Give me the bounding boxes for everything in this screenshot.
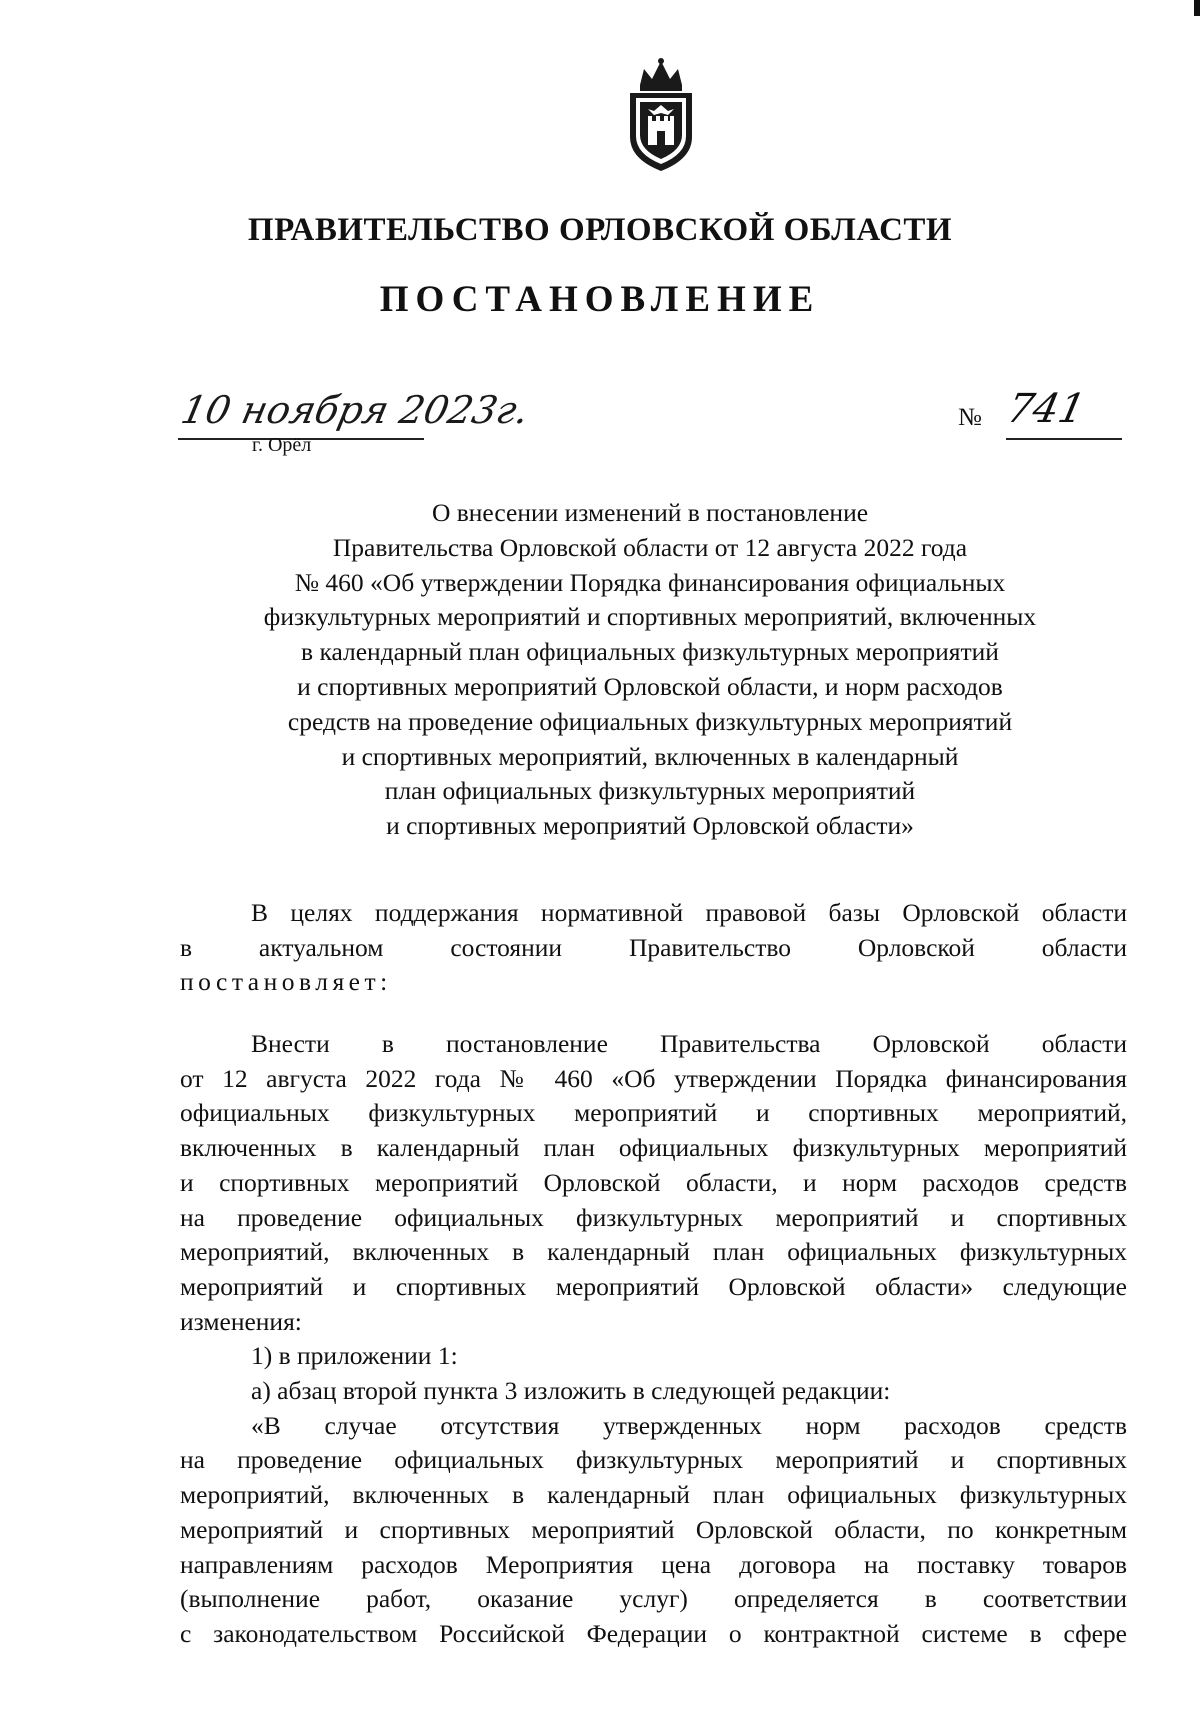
body-line: на проведение официальных физкультурных мероприятий и спортивных — [180, 1202, 1127, 1232]
body-line: от 12 августа 2022 года № 460 «Об утверждении Порядка финансирования — [180, 1063, 1127, 1093]
subject-line: Правительства Орловской области от 12 августа 2022 года — [332, 532, 968, 562]
preamble-resolves: постановляет: — [180, 967, 392, 997]
document-type-title: ПОСТАНОВЛЕНИЕ — [379, 279, 821, 320]
body-line: изменения: — [180, 1306, 302, 1336]
subject-line: в календарный план официальных физкультурных мероприятий — [301, 637, 999, 667]
city-label: г. Орёл — [252, 434, 312, 456]
quoted-line: мероприятий и спортивных мероприятий Орловской области, по конкретным — [180, 1514, 1127, 1544]
list-item: 1) в приложении 1: — [251, 1341, 458, 1371]
preamble-paragraph — [180, 896, 1127, 1000]
subject-line: и спортивных мероприятий Орловской области» — [386, 811, 914, 841]
scan-corner-mark — [1194, 0, 1200, 16]
handwritten-number: 741 — [1003, 386, 1090, 432]
preamble-line: В целях поддержания нормативной правовой базы Орловской области — [251, 898, 1127, 927]
handwritten-date: 10 ноября 2023г. — [177, 388, 533, 432]
quoted-line: направлениям расходов Мероприятия цена договора на поставку товаров — [180, 1549, 1127, 1579]
subject-line: план официальных физкультурных мероприятий — [384, 776, 916, 806]
subject-line: О внесении изменений в постановление — [431, 498, 869, 527]
subject-line: средств на проведение официальных физкультурных мероприятий — [287, 706, 1013, 736]
government-title: ПРАВИТЕЛЬСТВО ОРЛОВСКОЙ ОБЛАСТИ — [247, 212, 953, 248]
subject-line: и спортивных мероприятий Орловской области, и норм расходов — [297, 671, 1003, 701]
body-line: мероприятий, включенных в календарный план официальных физкультурных — [180, 1237, 1127, 1267]
subject-line: № 460 «Об утверждении Порядка финансирования официальных — [294, 567, 1006, 597]
quoted-line: на проведение официальных физкультурных мероприятий и спортивных — [180, 1445, 1127, 1475]
quoted-line: «В случае отсутствия утвержденных норм расходов средств — [251, 1410, 1127, 1440]
quoted-line: мероприятий, включенных в календарный план официальных физкультурных — [180, 1480, 1127, 1510]
number-underline — [1006, 438, 1122, 440]
document-subject — [180, 496, 1120, 844]
body-line: и спортивных мероприятий Орловской области, и норм расходов средств — [180, 1167, 1127, 1197]
body-line: включенных в календарный план официальных физкультурных мероприятий — [180, 1133, 1127, 1163]
number-label: № — [958, 404, 982, 431]
preamble-line: в актуальном состоянии Правительство Орловской области — [180, 932, 1127, 962]
coat-of-arms-icon — [618, 55, 704, 175]
quoted-line: (выполнение работ, оказание услуг) определяется в соответствии — [180, 1584, 1127, 1614]
body-line: мероприятий и спортивных мероприятий Орловской области» следующие — [180, 1271, 1127, 1301]
body-line: официальных физкультурных мероприятий и спортивных мероприятий, — [180, 1098, 1127, 1128]
subject-line: физкультурных мероприятий и спортивных мероприятий, включенных — [263, 602, 1037, 632]
body-line: Внести в постановление Правительства Орловской области — [251, 1029, 1127, 1058]
subject-line: и спортивных мероприятий, включенных в календарный — [341, 741, 959, 771]
main-paragraph — [180, 1027, 1127, 1652]
list-subitem: а) абзац второй пункта 3 изложить в следующей редакции: — [251, 1376, 891, 1406]
quoted-line: с законодательством Российской Федерации о контрактной системе в сфере — [180, 1618, 1127, 1648]
